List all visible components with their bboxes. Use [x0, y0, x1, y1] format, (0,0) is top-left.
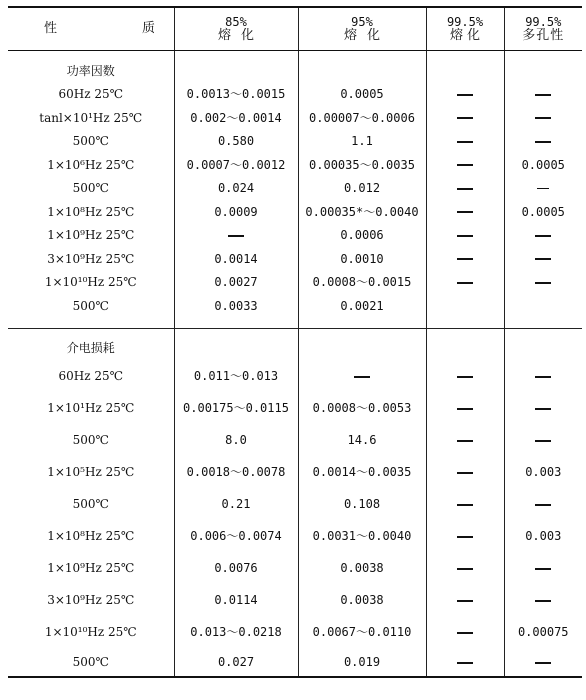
section-top-gap: [8, 51, 582, 60]
header-85-fused: [174, 7, 298, 51]
table-row: [8, 271, 582, 295]
dash-mark: [537, 188, 549, 189]
dash-mark: [457, 188, 473, 190]
value-85-fused: 0.0018～0.0078: [174, 456, 298, 488]
spacer-cell: [174, 51, 298, 60]
value-85-fused: 0.0014: [174, 247, 298, 271]
value-95-fused: 0.0067～0.0110: [298, 616, 426, 648]
value-995-porous: 0.0005: [504, 153, 582, 177]
dash-mark: [457, 568, 473, 570]
empty-cell: [298, 59, 426, 83]
value-995-fused: [426, 552, 504, 584]
header-85-label: 熔化: [217, 28, 264, 43]
dash-mark: [457, 94, 473, 96]
dash-mark: [535, 94, 551, 96]
dash-mark: [535, 235, 551, 237]
spacer-cell: [8, 318, 174, 329]
table-row: [8, 200, 582, 224]
value-995-porous: [504, 648, 582, 677]
dash-mark: [535, 440, 551, 442]
value-95-fused: 14.6: [298, 424, 426, 456]
dash-mark: [535, 662, 551, 664]
spacer-cell: [8, 51, 174, 60]
table-row: [8, 456, 582, 488]
value-995-fused: [426, 520, 504, 552]
header-995-fused: [426, 7, 504, 51]
value-995-porous: 0.00075: [504, 616, 582, 648]
dash-mark: [457, 258, 473, 260]
row-label: 1×10¹Hz 25℃: [8, 392, 174, 424]
value-995-porous: [504, 584, 582, 616]
value-85-fused: 0.002～0.0014: [174, 106, 298, 130]
empty-cell: [426, 337, 504, 361]
value-995-fused: [426, 153, 504, 177]
empty-cell: [174, 59, 298, 83]
dash-mark: [535, 282, 551, 284]
table-row: [8, 616, 582, 648]
row-label: 3×10⁹Hz 25℃: [8, 584, 174, 616]
value-95-fused: 0.0005: [298, 83, 426, 107]
row-label: 1×10⁸Hz 25℃: [8, 200, 174, 224]
row-label: 1×10⁶Hz 25℃: [8, 153, 174, 177]
value-85-fused: [174, 224, 298, 248]
value-85-fused: 0.013～0.0218: [174, 616, 298, 648]
table-row: [8, 648, 582, 677]
empty-cell: [298, 337, 426, 361]
table-header: [8, 7, 582, 51]
value-995-porous: 0.003: [504, 456, 582, 488]
value-995-fused: [426, 424, 504, 456]
header-95-label: 熔化: [343, 28, 390, 43]
spacer-cell: [504, 318, 582, 329]
dash-mark: [457, 117, 473, 119]
table-row: [8, 360, 582, 392]
value-95-fused: 0.0010: [298, 247, 426, 271]
header-995-percent: 99.5%: [446, 15, 484, 29]
dash-mark: [457, 376, 473, 378]
value-85-fused: 0.0033: [174, 294, 298, 318]
table-row: [8, 520, 582, 552]
value-85-fused: 0.011～0.013: [174, 360, 298, 392]
dash-mark: [457, 211, 473, 213]
value-995-porous: [504, 294, 582, 318]
dash-mark: [535, 117, 551, 119]
value-995-porous: 0.003: [504, 520, 582, 552]
header-995-porous: [504, 7, 582, 51]
empty-cell: [504, 337, 582, 361]
section-title-row: [8, 59, 582, 83]
dash-mark: [535, 258, 551, 260]
row-label: 60Hz 25℃: [8, 360, 174, 392]
table-row: [8, 247, 582, 271]
value-95-fused: 0.108: [298, 488, 426, 520]
dash-mark: [535, 376, 551, 378]
spacer-cell: [426, 328, 504, 337]
table-body: [8, 51, 582, 678]
spacer-cell: [504, 328, 582, 337]
value-995-porous: [504, 360, 582, 392]
value-95-fused: 0.00007～0.0006: [298, 106, 426, 130]
value-85-fused: 0.0076: [174, 552, 298, 584]
value-85-fused: 0.0009: [174, 200, 298, 224]
value-85-fused: 0.0007～0.0012: [174, 153, 298, 177]
value-995-porous: [504, 392, 582, 424]
spacer-cell: [174, 318, 298, 329]
dash-mark: [535, 408, 551, 410]
row-label: 1×10⁸Hz 25℃: [8, 520, 174, 552]
value-995-porous: 0.0005: [504, 200, 582, 224]
dash-mark: [457, 282, 473, 284]
value-85-fused: 0.00175～0.0115: [174, 392, 298, 424]
dash-mark: [457, 440, 473, 442]
dash-mark: [535, 600, 551, 602]
section-title-row: [8, 337, 582, 361]
value-995-porous: [504, 488, 582, 520]
row-label: 1×10¹⁰Hz 25℃: [8, 271, 174, 295]
value-995-porous: [504, 271, 582, 295]
value-995-porous: [504, 106, 582, 130]
value-995-fused: [426, 360, 504, 392]
dash-mark: [535, 568, 551, 570]
value-995-porous: [504, 83, 582, 107]
row-label: 500℃: [8, 294, 174, 318]
row-label: 500℃: [8, 177, 174, 201]
value-85-fused: 0.21: [174, 488, 298, 520]
spacer-cell: [426, 51, 504, 60]
value-995-fused: [426, 247, 504, 271]
value-95-fused: 0.0008～0.0053: [298, 392, 426, 424]
value-995-fused: [426, 294, 504, 318]
value-995-fused: [426, 130, 504, 154]
dash-mark: [535, 141, 551, 143]
spacer-cell: [298, 318, 426, 329]
value-995-porous: [504, 247, 582, 271]
dash-mark: [457, 504, 473, 506]
spacer-cell: [174, 328, 298, 337]
row-label: 1×10⁹Hz 25℃: [8, 224, 174, 248]
spacer-cell: [298, 51, 426, 60]
value-995-porous: [504, 552, 582, 584]
row-label: 500℃: [8, 424, 174, 456]
dash-mark: [457, 536, 473, 538]
value-95-fused: [298, 360, 426, 392]
dash-mark: [457, 235, 473, 237]
value-995-fused: [426, 106, 504, 130]
dash-mark: [228, 235, 244, 237]
value-85-fused: 0.0114: [174, 584, 298, 616]
dash-mark: [457, 164, 473, 166]
value-995-fused: [426, 224, 504, 248]
header-95-percent: 95%: [351, 15, 373, 29]
value-995-porous: [504, 224, 582, 248]
table-row: [8, 224, 582, 248]
value-995-fused: [426, 648, 504, 677]
value-85-fused: 0.024: [174, 177, 298, 201]
table-row: [8, 294, 582, 318]
table-row: [8, 153, 582, 177]
value-85-fused: 8.0: [174, 424, 298, 456]
value-995-fused: [426, 584, 504, 616]
value-95-fused: 0.0021: [298, 294, 426, 318]
empty-cell: [174, 337, 298, 361]
value-85-fused: 0.580: [174, 130, 298, 154]
dash-mark: [535, 504, 551, 506]
value-95-fused: 0.00035*～0.0040: [298, 200, 426, 224]
value-995-fused: [426, 616, 504, 648]
value-995-porous: [504, 177, 582, 201]
value-995-fused: [426, 271, 504, 295]
value-95-fused: 0.0038: [298, 552, 426, 584]
header-property: 性 质: [8, 7, 174, 51]
properties-table: [8, 6, 582, 678]
row-label: 60Hz 25℃: [8, 83, 174, 107]
table-row: [8, 177, 582, 201]
value-85-fused: 0.006～0.0074: [174, 520, 298, 552]
row-label: 1×10¹⁰Hz 25℃: [8, 616, 174, 648]
section-title: 介电损耗: [8, 337, 174, 361]
value-95-fused: 0.00035～0.0035: [298, 153, 426, 177]
value-85-fused: 0.0027: [174, 271, 298, 295]
spacer-cell: [8, 328, 174, 337]
value-95-fused: 1.1: [298, 130, 426, 154]
table-row: [8, 584, 582, 616]
header-95-fused: [298, 7, 426, 51]
value-85-fused: 0.0013～0.0015: [174, 83, 298, 107]
spacer-cell: [426, 318, 504, 329]
row-label: 500℃: [8, 130, 174, 154]
empty-cell: [426, 59, 504, 83]
dash-mark: [457, 632, 473, 634]
table-row: [8, 488, 582, 520]
header-995p-percent: 99.5%: [525, 15, 562, 29]
dash-mark: [457, 472, 473, 474]
value-995-fused: [426, 177, 504, 201]
value-95-fused: 0.0008～0.0015: [298, 271, 426, 295]
table-row: [8, 130, 582, 154]
row-label: 1×10⁵Hz 25℃: [8, 456, 174, 488]
row-label: 500℃: [8, 488, 174, 520]
value-95-fused: 0.0006: [298, 224, 426, 248]
table-row: [8, 106, 582, 130]
empty-cell: [504, 59, 582, 83]
value-95-fused: 0.0014～0.0035: [298, 456, 426, 488]
value-95-fused: 0.012: [298, 177, 426, 201]
dash-mark: [457, 600, 473, 602]
value-95-fused: 0.019: [298, 648, 426, 677]
value-95-fused: 0.0031～0.0040: [298, 520, 426, 552]
row-label: 1×10⁹Hz 25℃: [8, 552, 174, 584]
value-995-porous: [504, 130, 582, 154]
dash-mark: [457, 408, 473, 410]
dash-mark: [457, 662, 473, 664]
dash-mark: [354, 376, 370, 378]
value-995-fused: [426, 200, 504, 224]
table-row: [8, 83, 582, 107]
header-85-percent: 85%: [225, 15, 247, 29]
row-label: 3×10⁹Hz 25℃: [8, 247, 174, 271]
value-85-fused: 0.027: [174, 648, 298, 677]
header-995-label: 熔化: [449, 28, 484, 43]
value-995-fused: [426, 83, 504, 107]
table-row: [8, 552, 582, 584]
value-995-fused: [426, 392, 504, 424]
value-995-fused: [426, 456, 504, 488]
row-label: tanl×10¹Hz 25℃: [8, 106, 174, 130]
dash-mark: [457, 141, 473, 143]
section-top-gap: [8, 328, 582, 337]
value-995-fused: [426, 488, 504, 520]
header-995p-label: 多孔性: [522, 28, 565, 43]
spacer-cell: [298, 328, 426, 337]
section-title: 功率因数: [8, 59, 174, 83]
table-row: [8, 392, 582, 424]
section-separator: [8, 318, 582, 329]
value-995-porous: [504, 424, 582, 456]
spacer-cell: [504, 51, 582, 60]
value-95-fused: 0.0038: [298, 584, 426, 616]
table-row: [8, 424, 582, 456]
row-label: 500℃: [8, 648, 174, 677]
